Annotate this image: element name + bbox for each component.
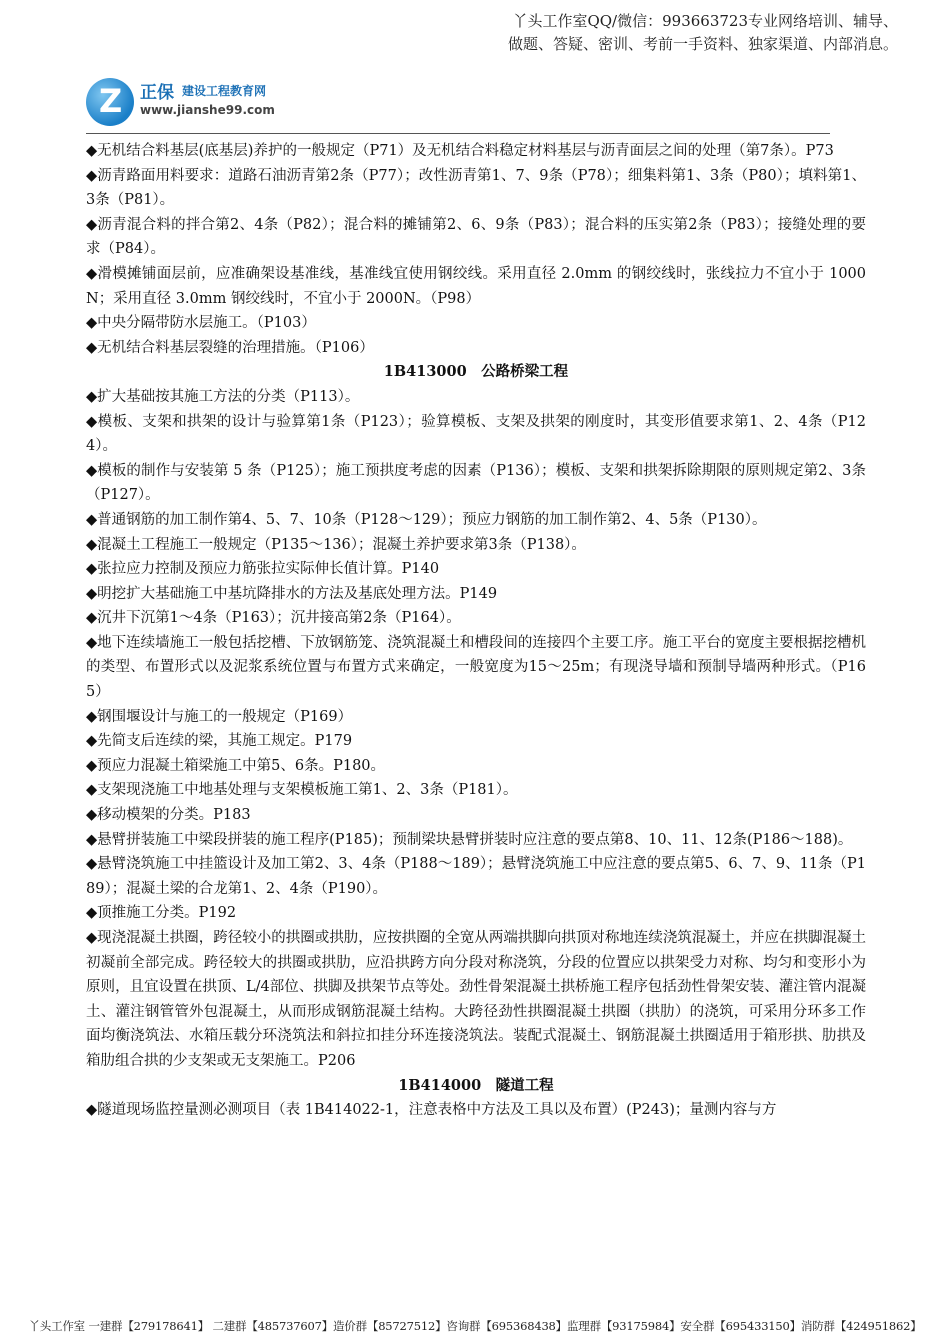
footer-groups: 丫头工作室 一建群【279178641】 二建群【485737607】造价群【85727512】咨询群【695368438】监理群【93175984】安全群【695433150】消防群【424951862】: [28, 1319, 922, 1333]
bullet-item: ◆沥青混合料的拌合第2、4条（P82）；混合料的摊铺第2、6、9条（P83）；混合料的压实第2条（P83）；接缝处理的要求（P84）。: [86, 216, 866, 258]
bullet-item: ◆移动模架的分类。P183: [86, 807, 251, 824]
bullet-item: ◆隧道现场监控量测必测项目（表 1B414022-1，注意表格中方法及工具以及布置）(P243)；量测内容与方: [86, 1102, 777, 1119]
bullet-item: ◆支架现浇施工中地基处理与支架模板施工第1、2、3条（P181）。: [86, 782, 518, 799]
logo-url: www.jianshe99.com: [140, 103, 275, 117]
bullet-item: ◆沉井下沉第1～4条（P163）；沉井接高第2条（P164）。: [86, 610, 461, 627]
bullet-item: ◆预应力混凝土箱梁施工中第5、6条。P180。: [86, 757, 386, 774]
bullet-item: ◆地下连续墙施工一般包括挖槽、下放钢筋笼、浇筑混凝土和槽段间的连接四个主要工序。施工平台的宽度主要根据挖槽机的类型、布置形式以及泥浆系统位置与布置方式来确定，一般宽度为15～25m；有现浇导墙和预制导墙两种形式。（P165）: [86, 634, 866, 701]
section-heading: 1B414000 隧道工程: [398, 1076, 554, 1094]
bullet-item: ◆滑模摊铺面层前，应准确架设基准线，基准线宜使用钢绞线。采用直径 2.0mm 的钢绞线时，张线拉力不宜小于 1000N；采用直径 3.0mm 钢绞线时，不宜小于 2000N。（P98）: [86, 265, 866, 307]
bullet-item: ◆无机结合料基层(底基层)养护的一般规定（P71）及无机结合料稳定材料基层与沥青面层之间的处理（第7条）。P73: [86, 143, 834, 159]
document-body: [86, 139, 866, 1123]
bullet-item: ◆顶推施工分类。P192: [86, 905, 237, 922]
section-heading: 1B413000 公路桥梁工程: [383, 363, 569, 381]
contact-note-line-1: 丫头工作室QQ/微信：993663723专业网络培训、辅导、: [512, 12, 898, 30]
site-logo: [86, 72, 386, 132]
bullet-item: ◆扩大基础按其施工方法的分类（P113）。: [86, 388, 360, 405]
bullet-item: ◆普通钢筋的加工制作第4、5、7、10条（P128～129）；预应力钢筋的加工制作第2、4、5条（P130）。: [86, 511, 767, 528]
contact-note-line-2: 做题、答疑、密训、考前一手资料、独家渠道、内部消息。: [507, 35, 898, 53]
logo-emblem-icon: Z: [86, 78, 134, 126]
bullet-item: ◆张拉应力控制及预应力筋张拉实际伸长值计算。P140: [86, 561, 440, 578]
logo-brand: 正保: [140, 83, 174, 103]
logo-name: 建设工程教育网: [182, 84, 267, 98]
bullet-item: ◆现浇混凝土拱圈，跨径较小的拱圈或拱肋，应按拱圈的全宽从两端拱脚向拱顶对称地连续浇筑混凝土，并应在拱脚混凝土初凝前全部完成。跨径较大的拱圈或拱肋，应沿拱跨方向分段对称浇筑，分段的位置应以拱架受力对称、均匀和变形小为原则，且宜设置在拱顶、L/4部位、拱脚及拱架节点等处。劲性骨架混凝土拱桥施工程序包括劲性骨架安装、灌注管内混凝土、灌注钢管管外包混凝土，从而形成钢筋混凝土结构。大跨径劲性拱圈混凝土拱圈（拱肋）的浇筑，可采用分环多工作面均衡浇筑法、水箱压载分环浇筑法和斜拉扣挂分环连接浇筑法。装配式混凝土、钢筋混凝土拱圈适用于箱形拱、肋拱及箱肋组合拱的少支架或无支架施工。P206: [86, 930, 866, 1069]
bullet-item: ◆先简支后连续的梁，其施工规定。P179: [86, 733, 353, 750]
bullet-item: ◆模板的制作与安装第 5 条（P125）；施工预拱度考虑的因素（P136）；模板、支架和拱架拆除期限的原则规定第2、3条（P127）。: [86, 462, 866, 504]
bullet-item: ◆无机结合料基层裂缝的治理措施。（P106）: [86, 339, 374, 356]
bullet-item: ◆明挖扩大基础施工中基坑降排水的方法及基底处理方法。P149: [86, 585, 498, 602]
bullet-item: ◆模板、支架和拱架的设计与验算第1条（P123）；验算模板、支架及拱架的刚度时，其变形值要求第1、2、4条（P124）。: [86, 413, 866, 455]
header-divider: [86, 133, 830, 134]
contact-note: [378, 10, 898, 56]
bullet-item: ◆沥青路面用料要求：道路石油沥青第2条（P77）；改性沥青第1、7、9条（P78）；细集料第1、3条（P80）；填料第1、3条（P81）。: [86, 167, 866, 209]
bullet-item: ◆悬臂浇筑施工中挂篮设计及加工第2、3、4条（P188～189）；悬臂浇筑施工中应注意的要点第5、6、7、9、11条（P189）；混凝土梁的合龙第1、2、4条（P190）。: [86, 856, 867, 897]
bullet-item: ◆钢围堰设计与施工的一般规定（P169）: [86, 708, 353, 725]
bullet-item: ◆中央分隔带防水层施工。（P103）: [86, 315, 316, 332]
bullet-item: ◆混凝土工程施工一般规定（P135～136）；混凝土养护要求第3条（P138）。: [86, 536, 586, 553]
bullet-item: ◆悬臂拼装施工中梁段拼装的施工程序(P185)；预制梁块悬臂拼装时应注意的要点第8、10、11、12条(P186～188)。: [86, 831, 853, 848]
